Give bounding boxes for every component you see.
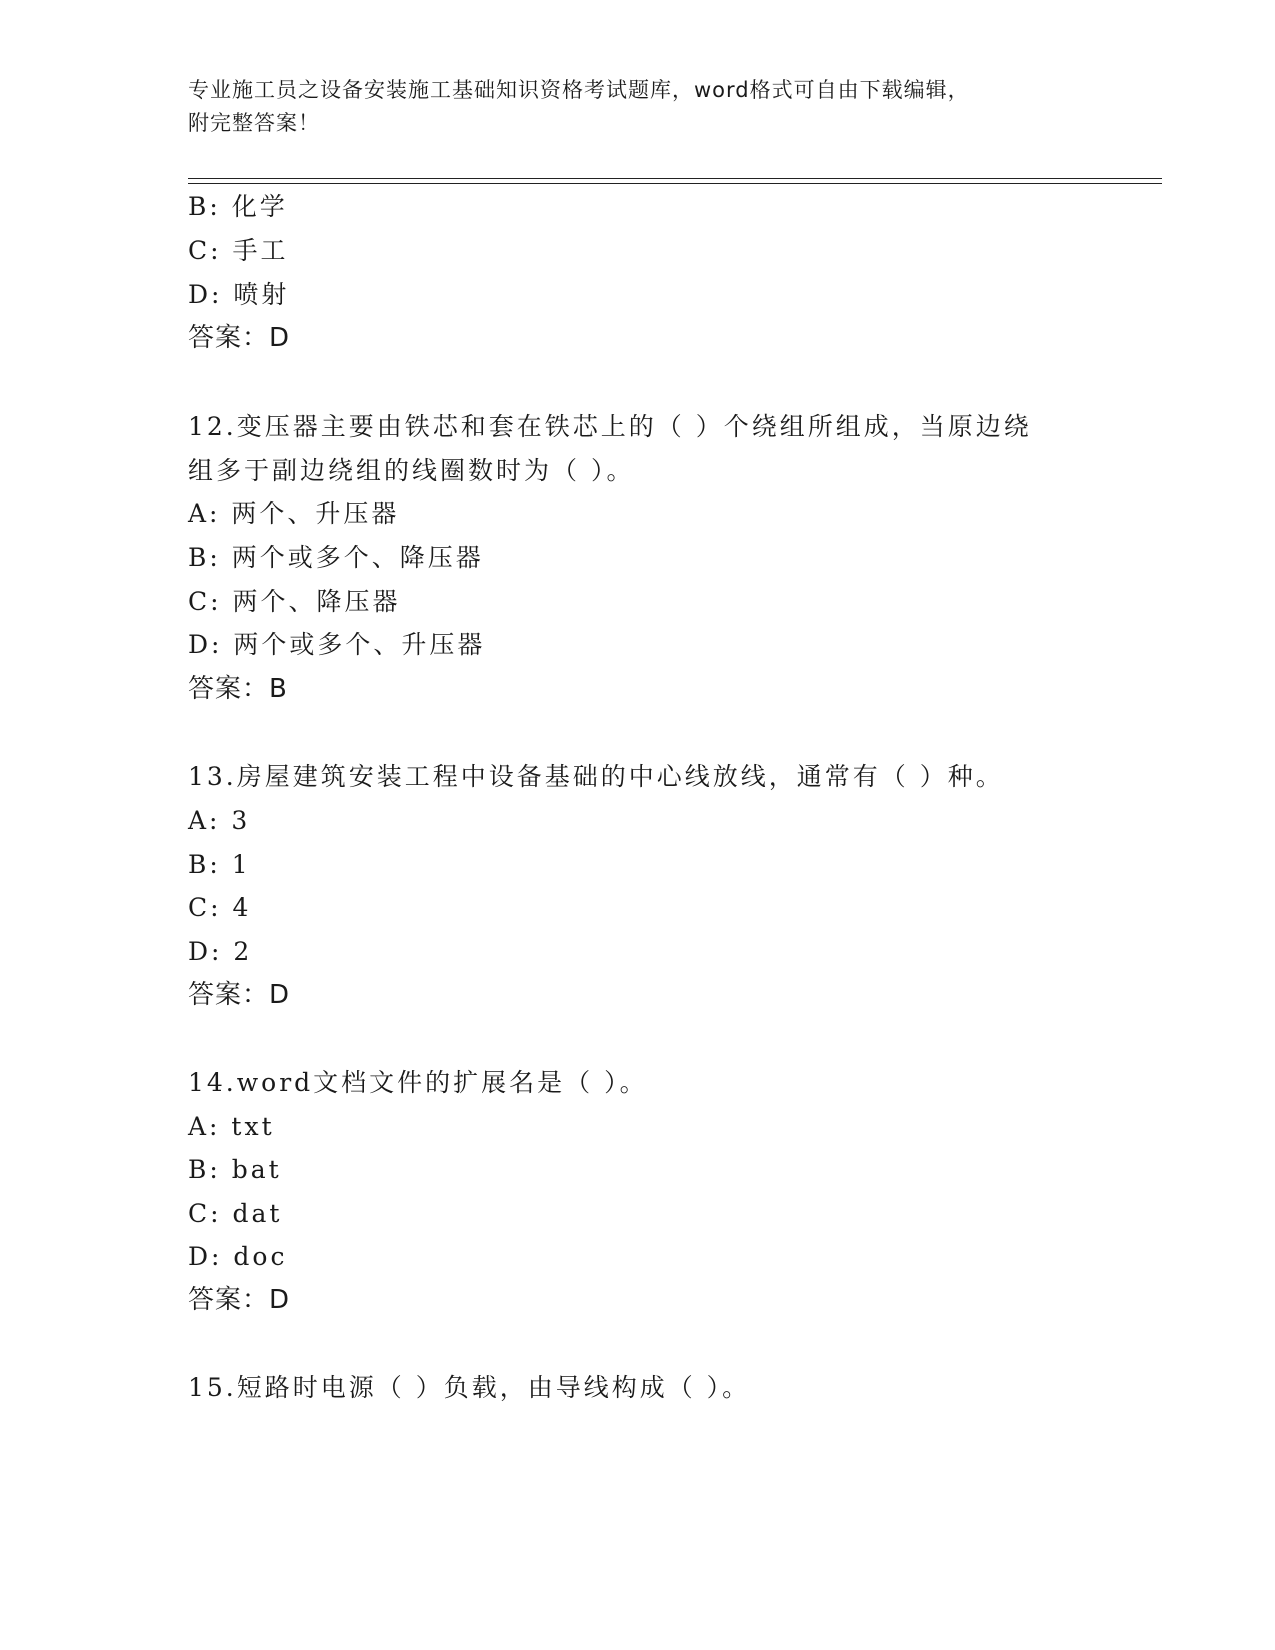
option-d: D: 2 (188, 937, 253, 966)
document-header (188, 74, 1068, 140)
question-stem-line-2: 组多于副边绕组的线圈数时为（ ）。 (188, 456, 635, 485)
option-b: B: 1 (188, 850, 251, 879)
header-line-2: 附完整答案！ (188, 111, 320, 135)
option-b: B: 两个或多个、降压器 (188, 543, 484, 572)
answer-line: 答案：B (188, 674, 288, 704)
header-divider-top (188, 178, 1162, 179)
option-c: C: 4 (188, 893, 252, 922)
question-stem-line-1: 13.房屋建筑安装工程中设备基础的中心线放线，通常有（ ）种。 (188, 762, 1004, 791)
option-a: A: 两个、升压器 (188, 499, 400, 528)
option-b: B: 化学 (188, 192, 288, 221)
option-b: B: bat (188, 1155, 282, 1184)
answer-line: 答案：D (188, 323, 291, 353)
option-d: D: doc (188, 1242, 288, 1271)
header-line-1: 专业施工员之设备安装施工基础知识资格考试题库，word格式可自由下载编辑， (188, 78, 970, 102)
header-divider-bottom (188, 183, 1162, 184)
option-d: D: 两个或多个、升压器 (188, 630, 486, 659)
option-c: C: 手工 (188, 236, 289, 265)
option-c: C: 两个、降压器 (188, 587, 401, 616)
question-stem-line-1: 14.word文档文件的扩展名是（ ）。 (188, 1068, 648, 1097)
answer-line: 答案：D (188, 1285, 291, 1315)
option-a: A: 3 (188, 806, 251, 835)
option-a: A: txt (188, 1112, 275, 1141)
option-d: D: 喷射 (188, 280, 290, 309)
option-c: C: dat (188, 1199, 283, 1228)
question-stem-line-1: 15.短路时电源（ ）负载，由导线构成（ ）。 (188, 1373, 751, 1402)
question-stem-line-1: 12.变压器主要由铁芯和套在铁芯上的（ ）个绕组所组成，当原边绕 (188, 412, 1032, 441)
answer-line: 答案：D (188, 980, 291, 1010)
